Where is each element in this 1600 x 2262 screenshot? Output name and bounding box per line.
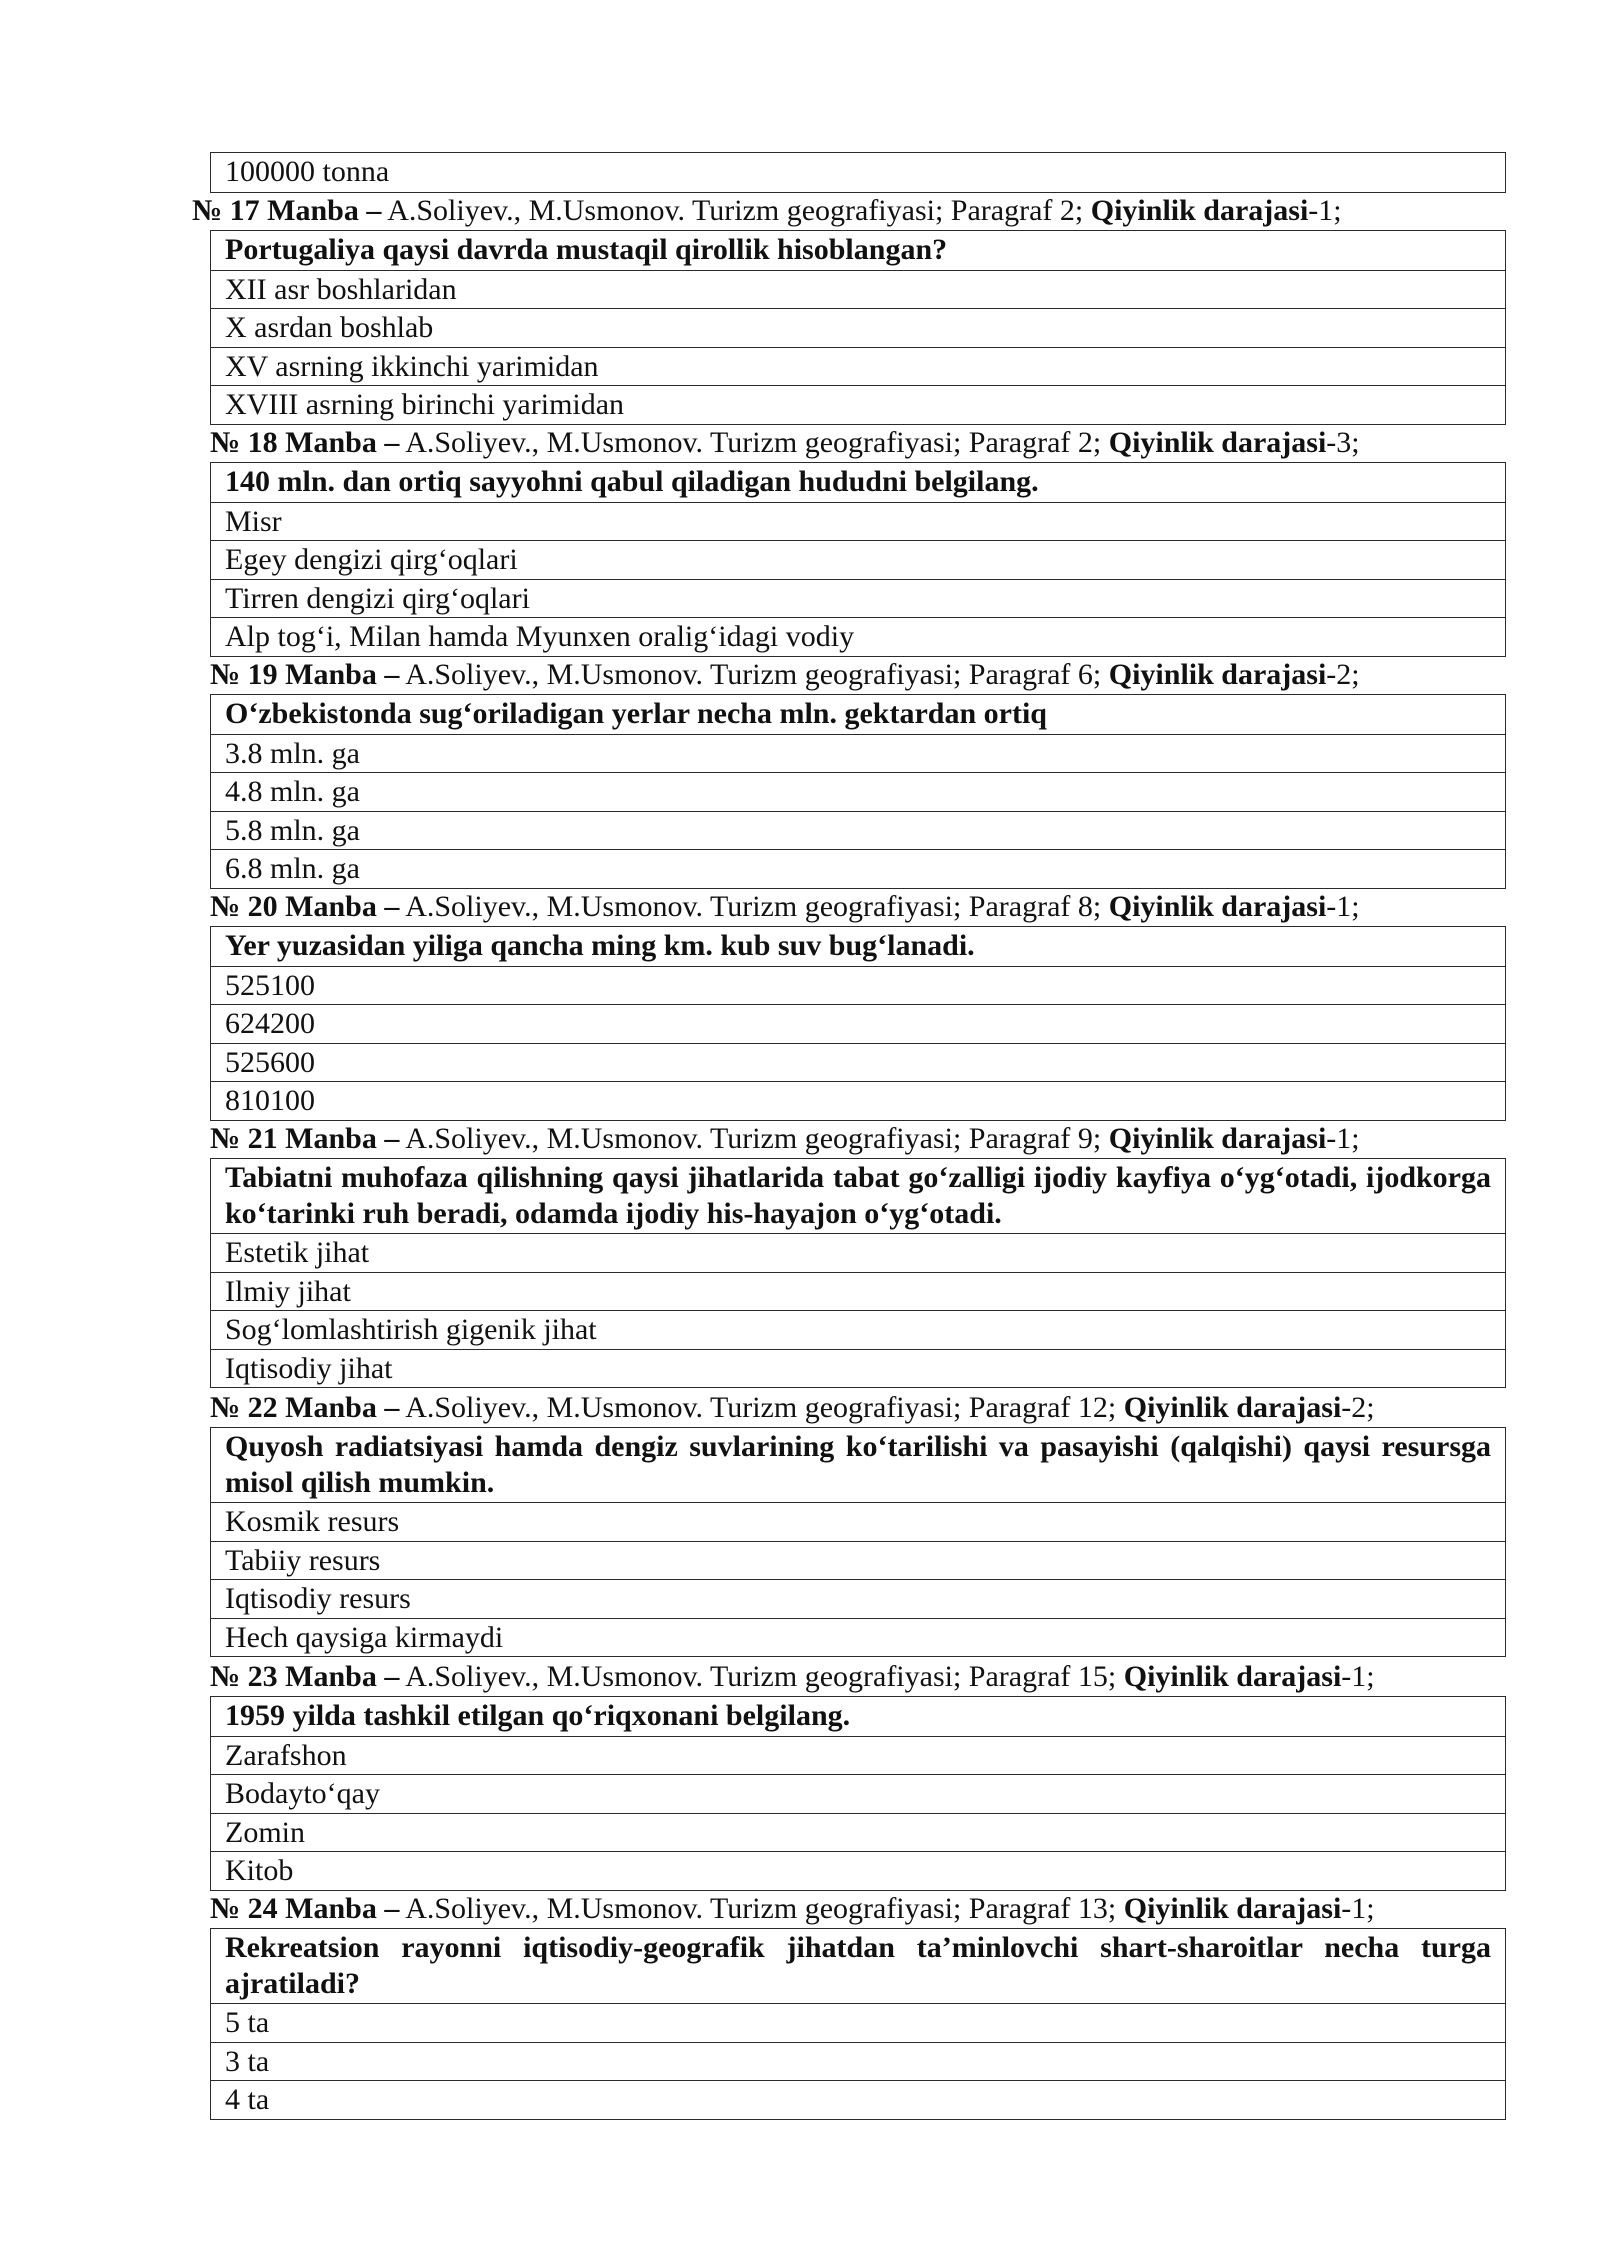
manba-label: Manba – [285, 1391, 400, 1424]
question-number: № 18 [210, 426, 278, 459]
question-text: 140 mln. dan ortiq sayyohni qabul qiladigan hududni belgilang. [225, 465, 1039, 498]
answer-option: 3.8 mln. ga [211, 734, 1505, 773]
question-table-17 [210, 230, 1506, 425]
answer-option: 624200 [211, 1004, 1505, 1043]
manba-label: Manba – [267, 194, 382, 227]
manba-label: Manba – [285, 1892, 400, 1925]
question-text: Portugaliya qaysi davrda mustaqil qirollik hisoblangan? [225, 233, 948, 266]
answer-option: XVIII asrning birinchi yarimidan [211, 385, 1505, 424]
difficulty-label: Qiyinlik darajasi [1108, 426, 1327, 459]
question-text: Yer yuzasidan yiliga qancha ming km. kub suv bug‘lanadi. [225, 929, 975, 962]
question-header-22 [210, 1389, 1375, 1427]
difficulty-label: Qiyinlik darajasi [1123, 1391, 1342, 1424]
answer-option: 3 ta [211, 2042, 1505, 2081]
question-number: № 24 [210, 1892, 278, 1925]
question-text: Rekreatsion rayonni iqtisodiy-geografik jihatdan ta’minlovchi shart-sharoitlar necha turga ajratiladi? [225, 1931, 1491, 2000]
question-number: № 22 [210, 1391, 278, 1424]
answer-option: 5 ta [211, 2003, 1505, 2042]
difficulty-value: -3; [1326, 426, 1360, 459]
answer-option: Egey dengizi qirg‘oqlari [211, 540, 1505, 579]
answer-option: Kitob [211, 1851, 1505, 1890]
source-text: A.Soliyev., M.Usmonov. Turizm geografiyasi; Paragraf 15; [405, 1660, 1117, 1693]
question-header-18 [210, 424, 1360, 462]
question-table-20 [210, 926, 1506, 1121]
question-table-22 [210, 1427, 1506, 1657]
source-text: A.Soliyev., M.Usmonov. Turizm geografiyasi; Paragraf 12; [405, 1391, 1117, 1424]
difficulty-value: -1; [1341, 1660, 1375, 1693]
answer-option: Iqtisodiy jihat [211, 1349, 1505, 1388]
answer-option: 525600 [211, 1043, 1505, 1082]
question-table-19 [210, 694, 1506, 889]
difficulty-label: Qiyinlik darajasi [1090, 194, 1309, 227]
answer-option: Alp tog‘i, Milan hamda Myunxen oralig‘idagi vodiy [211, 617, 1505, 656]
difficulty-label: Qiyinlik darajasi [1123, 1660, 1342, 1693]
difficulty-label: Qiyinlik darajasi [1108, 1122, 1327, 1155]
difficulty-value: -1; [1326, 890, 1360, 923]
question-text: Quyosh radiatsiyasi hamda dengiz suvlarining ko‘tarilishi va pasayishi (qalqishi) qaysi resursga misol qilish mumkin. [225, 1430, 1491, 1499]
answer-option: 5.8 mln. ga [211, 811, 1505, 850]
manba-label: Manba – [285, 1660, 400, 1693]
question-table-18 [210, 462, 1506, 657]
question-number: № 17 [192, 194, 260, 227]
answer-option: 810100 [211, 1081, 1505, 1120]
question-header-19 [210, 656, 1360, 694]
answer-option: XV asrning ikkinchi yarimidan [211, 347, 1505, 386]
answer-option: Sog‘lomlashtirish gigenik jihat [211, 1310, 1505, 1349]
source-text: A.Soliyev., M.Usmonov. Turizm geografiyasi; Paragraf 8; [405, 890, 1102, 923]
question-number: № 23 [210, 1660, 278, 1693]
answer-option: Zarafshon [211, 1736, 1505, 1775]
difficulty-label: Qiyinlik darajasi [1108, 658, 1327, 691]
manba-label: Manba – [285, 658, 400, 691]
answer-option: Tirren dengizi qirg‘oqlari [211, 579, 1505, 618]
answer-option: Ilmiy jihat [211, 1272, 1505, 1311]
answer-option: Misr [211, 502, 1505, 541]
answer-option: Bodayto‘qay [211, 1774, 1505, 1813]
question-text: Tabiatni muhofaza qilishning qaysi jihatlarida tabat go‘zalligi ijodiy kayfiya o‘yg‘otadi, ijodkorga ko‘tarinki ruh beradi, odamda ijodiy his-hayajon o‘yg‘otadi. [225, 1161, 1491, 1230]
question-header-23 [210, 1658, 1375, 1696]
source-text: A.Soliyev., M.Usmonov. Turizm geografiyasi; Paragraf 2; [387, 194, 1084, 227]
answer-option: 4.8 mln. ga [211, 772, 1505, 811]
difficulty-label: Qiyinlik darajasi [1123, 1892, 1342, 1925]
answer-option: Zomin [211, 1813, 1505, 1852]
question-number: № 20 [210, 890, 278, 923]
answer-option: XII asr boshlaridan [211, 270, 1505, 309]
answer-option: Kosmik resurs [211, 1502, 1505, 1541]
question-table-23 [210, 1696, 1506, 1891]
source-text: A.Soliyev., M.Usmonov. Turizm geografiyasi; Paragraf 2; [405, 426, 1102, 459]
difficulty-value: -2; [1326, 658, 1360, 691]
difficulty-value: -1; [1341, 1892, 1375, 1925]
difficulty-value: -1; [1326, 1122, 1360, 1155]
answer-option: Tabiiy resurs [211, 1541, 1505, 1580]
answer-option: Hech qaysiga kirmaydi [211, 1618, 1505, 1657]
difficulty-value: -1; [1308, 194, 1342, 227]
manba-label: Manba – [285, 890, 400, 923]
answer-option: X asrdan boshlab [211, 308, 1505, 347]
difficulty-value: -2; [1341, 1391, 1375, 1424]
question-header-20 [210, 888, 1360, 926]
difficulty-label: Qiyinlik darajasi [1108, 890, 1327, 923]
question-header-24 [210, 1890, 1375, 1928]
question-header-21 [210, 1120, 1360, 1158]
manba-label: Manba – [285, 1122, 400, 1155]
source-text: A.Soliyev., M.Usmonov. Turizm geografiyasi; Paragraf 9; [405, 1122, 1102, 1155]
answer-option: Iqtisodiy resurs [211, 1579, 1505, 1618]
question-number: № 21 [210, 1122, 278, 1155]
answer-option: 6.8 mln. ga [211, 849, 1505, 888]
question-header-17 [192, 192, 1342, 230]
answer-option: 4 ta [211, 2080, 1505, 2119]
answer-table-16 [210, 152, 1506, 193]
source-text: A.Soliyev., M.Usmonov. Turizm geografiyasi; Paragraf 13; [405, 1892, 1117, 1925]
question-table-24 [210, 1928, 1506, 2120]
question-text: 1959 yilda tashkil etilgan qo‘riqxonani belgilang. [225, 1699, 851, 1732]
question-number: № 19 [210, 658, 278, 691]
answer-option: Estetik jihat [211, 1233, 1505, 1272]
source-text: A.Soliyev., M.Usmonov. Turizm geografiyasi; Paragraf 6; [405, 658, 1102, 691]
manba-label: Manba – [285, 426, 400, 459]
answer-option: 525100 [211, 966, 1505, 1005]
question-table-21 [210, 1158, 1506, 1388]
answer-option: 100000 tonna [225, 155, 390, 188]
question-text: O‘zbekistonda sug‘oriladigan yerlar necha mln. gektardan ortiq [225, 697, 1047, 730]
